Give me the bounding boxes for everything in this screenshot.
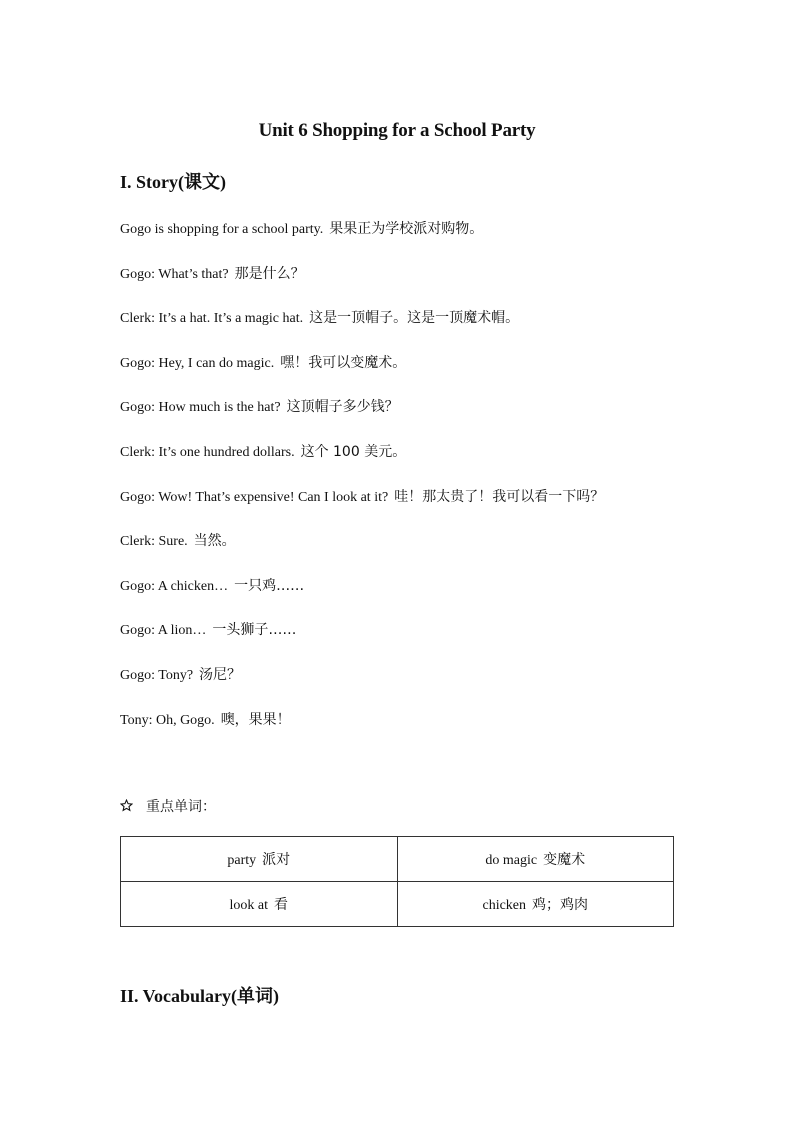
story-line-english: Clerk: It’s one hundred dollars. bbox=[120, 444, 295, 460]
story-line-english: Gogo: Tony? bbox=[120, 667, 194, 683]
table-row bbox=[121, 837, 674, 882]
section-heading-story: I. Story(课文) bbox=[120, 172, 226, 192]
story-line-chinese: 嘿！我可以变魔术。 bbox=[280, 354, 407, 371]
story-line-english: Gogo: A lion… bbox=[120, 623, 207, 639]
story-line-chinese: 汤尼？ bbox=[199, 666, 242, 683]
word-chinese: 派对 bbox=[262, 852, 291, 868]
story-line bbox=[120, 487, 604, 532]
key-words-table bbox=[120, 836, 674, 927]
story-line-english: Gogo: Hey, I can do magic. bbox=[120, 355, 275, 371]
key-words-label bbox=[120, 796, 216, 816]
word-english: look at bbox=[229, 898, 268, 913]
story-line-chinese: 当然。 bbox=[193, 533, 236, 550]
word-english: party bbox=[227, 853, 257, 868]
key-words-text: 重点单词： bbox=[146, 799, 216, 815]
story-list bbox=[120, 219, 604, 754]
story-line-english: Clerk: It’s a hat. It’s a magic hat. bbox=[120, 311, 304, 327]
story-line bbox=[120, 353, 604, 398]
star-outline-icon bbox=[120, 799, 136, 815]
story-line-chinese: 果果正为学校派对购物。 bbox=[329, 221, 484, 237]
story-line-english: Gogo: What’s that? bbox=[120, 266, 229, 282]
story-line bbox=[120, 710, 604, 755]
section-heading-vocabulary: II. Vocabulary(单词) bbox=[120, 986, 280, 1006]
story-line bbox=[120, 397, 604, 442]
word-chinese: 鸡；鸡肉 bbox=[532, 897, 589, 913]
word-english: do magic bbox=[485, 853, 538, 868]
word-chinese: 变魔术 bbox=[543, 852, 586, 868]
story-line bbox=[120, 442, 604, 487]
story-line-chinese: 这是一顶帽子。这是一顶魔术帽。 bbox=[309, 310, 520, 327]
story-line-chinese: 一头狮子…… bbox=[212, 622, 297, 639]
story-line-english: Gogo is shopping for a school party. bbox=[120, 222, 324, 237]
word-chinese: 看 bbox=[274, 897, 288, 913]
story-line bbox=[120, 665, 604, 710]
story-line bbox=[120, 264, 604, 309]
story-line-chinese: 这顶帽子多少钱？ bbox=[286, 399, 399, 416]
story-line bbox=[120, 531, 604, 576]
story-line-chinese: 一只鸡…… bbox=[234, 577, 305, 594]
table-cell bbox=[397, 882, 674, 927]
story-line bbox=[120, 308, 604, 353]
story-line-english: Gogo: A chicken… bbox=[120, 578, 229, 594]
word-english: chicken bbox=[482, 898, 527, 913]
table-cell bbox=[397, 837, 674, 882]
table-cell bbox=[121, 837, 398, 882]
story-line-english: Gogo: Wow! That’s expensive! Can I look at it? bbox=[120, 489, 389, 505]
story-line-chinese: 那是什么？ bbox=[234, 265, 305, 282]
story-line-chinese: 噢，果果！ bbox=[220, 711, 291, 728]
story-line-english: Gogo: How much is the hat? bbox=[120, 400, 281, 416]
page-title: Unit 6 Shopping for a School Party bbox=[258, 120, 536, 141]
story-line bbox=[120, 219, 604, 264]
story-line-english: Tony: Oh, Gogo. bbox=[120, 712, 215, 728]
story-line-english: Clerk: Sure. bbox=[120, 534, 188, 550]
story-line bbox=[120, 576, 604, 621]
table-row bbox=[121, 882, 674, 927]
story-line-chinese: 哇！那太贵了！我可以看一下吗？ bbox=[394, 488, 605, 505]
story-line-chinese: 这个 100 美元。 bbox=[300, 443, 407, 460]
table-cell bbox=[121, 882, 398, 927]
story-line bbox=[120, 620, 604, 665]
